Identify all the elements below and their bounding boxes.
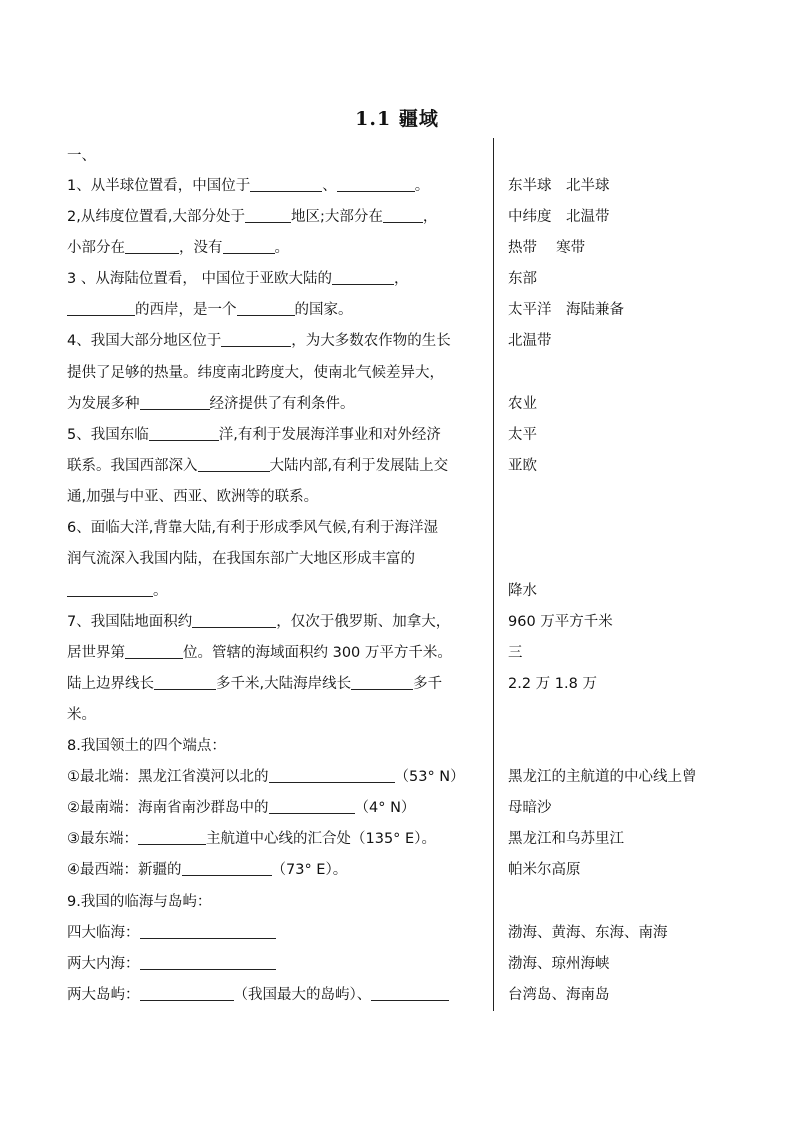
blank bbox=[138, 830, 206, 845]
blank bbox=[182, 861, 272, 876]
blank bbox=[223, 239, 275, 254]
q8-text: （4° N） bbox=[354, 800, 416, 816]
q7-text: 位。管辖的海域面积约 300 万平方千米。 bbox=[183, 645, 452, 661]
answer: 北温带 bbox=[508, 333, 552, 349]
q4-text: ，为大多数农作物的生长 bbox=[291, 333, 451, 349]
blank bbox=[245, 208, 291, 223]
answer: 降水 bbox=[508, 583, 537, 599]
q5-text: 联系。我国西部深入 bbox=[67, 458, 198, 474]
question-4-line-2: 提供了足够的热量。纬度南北跨度大，使南北气候差异大， bbox=[67, 365, 444, 381]
answer: 三 bbox=[508, 645, 523, 661]
q7-text: 多千米,大陆海岸线长 bbox=[216, 676, 352, 692]
q8-text: ④最西端：新疆的 bbox=[67, 862, 182, 878]
question-1 bbox=[67, 176, 487, 196]
q2-text: ， bbox=[422, 209, 438, 225]
q5-text: 大陆内部,有利于发展陆上交 bbox=[269, 458, 449, 474]
q8-text: （73° E）。 bbox=[271, 862, 348, 878]
answer: 中纬度 北温带 bbox=[508, 209, 610, 225]
question-7-line-3 bbox=[67, 674, 487, 694]
q1-text: 。 bbox=[414, 178, 430, 194]
q9-text: 两大内海： bbox=[67, 956, 140, 972]
q5-text: 5、我国东临 bbox=[67, 427, 149, 443]
q3-text: 的国家。 bbox=[294, 302, 353, 318]
question-4-line-1 bbox=[67, 331, 487, 351]
blank bbox=[337, 177, 415, 192]
blank bbox=[149, 426, 219, 441]
answer: 太平 bbox=[508, 427, 537, 443]
answer: 黑龙江的主航道的中心线上曾 bbox=[508, 769, 697, 785]
question-9-title: 9.我国的临海与岛屿： bbox=[67, 894, 212, 910]
blank bbox=[269, 768, 395, 783]
blank bbox=[237, 301, 295, 316]
q9-text: 四大临海： bbox=[67, 925, 140, 941]
q7-text: 居世界第 bbox=[67, 645, 125, 661]
q2-text: 小部分在 bbox=[67, 240, 125, 256]
blank bbox=[67, 301, 135, 316]
q6-text: 。 bbox=[153, 583, 168, 599]
blank bbox=[371, 986, 449, 1001]
blank bbox=[125, 644, 183, 659]
q2-text: ，没有 bbox=[179, 240, 223, 256]
q9-text: 两大岛屿： bbox=[67, 987, 140, 1003]
question-8-title: 8.我国领土的四个端点： bbox=[67, 738, 226, 754]
answer: 黑龙江和乌苏里江 bbox=[508, 831, 624, 847]
blank bbox=[383, 208, 423, 223]
question-3-line-2 bbox=[67, 300, 487, 320]
blank bbox=[269, 799, 355, 814]
q2-text: 地区;大部分在 bbox=[290, 209, 383, 225]
question-9-seas bbox=[67, 923, 487, 943]
q7-text: 多千 bbox=[413, 676, 443, 692]
blank bbox=[67, 582, 153, 597]
section-heading: 一、 bbox=[67, 148, 96, 164]
q3-text: ， bbox=[393, 271, 409, 287]
q7-text: 陆上边界线长 bbox=[67, 676, 154, 692]
q7-text: ，仅次于俄罗斯、加拿大， bbox=[276, 614, 451, 630]
blank bbox=[351, 675, 413, 690]
question-2-line-2 bbox=[67, 238, 487, 258]
blank bbox=[125, 239, 179, 254]
question-7-line-1 bbox=[67, 612, 487, 632]
answer: 农业 bbox=[508, 396, 537, 412]
blank bbox=[140, 955, 276, 970]
answer: 太平洋 海陆兼备 bbox=[508, 302, 624, 318]
q9-text: （我国最大的岛屿）、 bbox=[233, 987, 372, 1003]
answer: 渤海、黄海、东海、南海 bbox=[508, 925, 668, 941]
q3-text: 的西岸，是一个 bbox=[135, 302, 237, 318]
blank bbox=[221, 332, 291, 347]
q8-text: （53° N） bbox=[394, 769, 465, 785]
answer: 东半球 北半球 bbox=[508, 178, 610, 194]
q8-text: ①最北端：黑龙江省漠河以北的 bbox=[67, 769, 269, 785]
blank bbox=[154, 675, 216, 690]
q8-text: ②最南端：海南省南沙群岛中的 bbox=[67, 800, 269, 816]
blank bbox=[198, 457, 270, 472]
question-3-line-1 bbox=[67, 269, 487, 289]
question-7-line-2 bbox=[67, 643, 487, 663]
answer: 亚欧 bbox=[508, 458, 537, 474]
q2-text: 2,从纬度位置看,大部分处于 bbox=[67, 209, 245, 225]
q1-text: 1、从半球位置看，中国位于 bbox=[67, 178, 251, 194]
question-8-east bbox=[67, 829, 487, 849]
question-7-line-4: 米。 bbox=[67, 707, 96, 723]
q1-text: 、 bbox=[322, 178, 337, 194]
answer: 母暗沙 bbox=[508, 800, 552, 816]
blank bbox=[332, 270, 394, 285]
q2-text: 。 bbox=[274, 240, 289, 256]
question-5-line-3: 通,加强与中亚、西亚、欧洲等的联系。 bbox=[67, 489, 319, 505]
question-8-west bbox=[67, 860, 487, 880]
q7-text: 7、我国陆地面积约 bbox=[67, 614, 193, 630]
blank bbox=[140, 924, 276, 939]
q8-text: 主航道中心线的汇合处（135° E）。 bbox=[206, 831, 436, 847]
question-6-line-2: 润气流深入我国内陆，在我国东部广大地区形成丰富的 bbox=[67, 551, 415, 567]
q4-text: 经济提供了有利条件。 bbox=[209, 396, 355, 412]
question-5-line-2 bbox=[67, 456, 487, 476]
question-8-north bbox=[67, 767, 487, 787]
answer: 960 万平方千米 bbox=[508, 614, 613, 630]
blank bbox=[192, 613, 276, 628]
answer: 帕米尔高原 bbox=[508, 862, 581, 878]
q4-text: 4、我国大部分地区位于 bbox=[67, 333, 222, 349]
answer: 东部 bbox=[508, 271, 537, 287]
answer: 2.2 万 1.8 万 bbox=[508, 676, 597, 692]
question-2-line-1 bbox=[67, 207, 487, 227]
question-5-line-1 bbox=[67, 425, 487, 445]
blank bbox=[250, 177, 322, 192]
question-9-islands bbox=[67, 985, 487, 1005]
question-4-line-3 bbox=[67, 394, 487, 414]
blank bbox=[140, 986, 234, 1001]
q8-text: ③最东端： bbox=[67, 831, 138, 847]
question-6-line-3 bbox=[67, 581, 487, 601]
answer: 热带 寒带 bbox=[508, 240, 586, 256]
blank bbox=[140, 395, 210, 410]
q3-text: 3 、从海陆位置看， 中国位于亚欧大陆的 bbox=[67, 271, 332, 287]
answer: 渤海、琼州海峡 bbox=[508, 956, 610, 972]
column-divider bbox=[493, 138, 494, 1011]
question-8-south bbox=[67, 798, 487, 818]
question-6-line-1: 6、面临大洋,背靠大陆,有利于形成季风气候,有利于海洋湿 bbox=[67, 520, 439, 536]
question-9-inner-seas bbox=[67, 954, 487, 974]
q4-text: 为发展多种 bbox=[67, 396, 140, 412]
q5-text: 洋,有利于发展海洋事业和对外经济 bbox=[218, 427, 441, 443]
page-title: 1.1 疆域 bbox=[355, 108, 439, 130]
answer: 台湾岛、海南岛 bbox=[508, 987, 610, 1003]
